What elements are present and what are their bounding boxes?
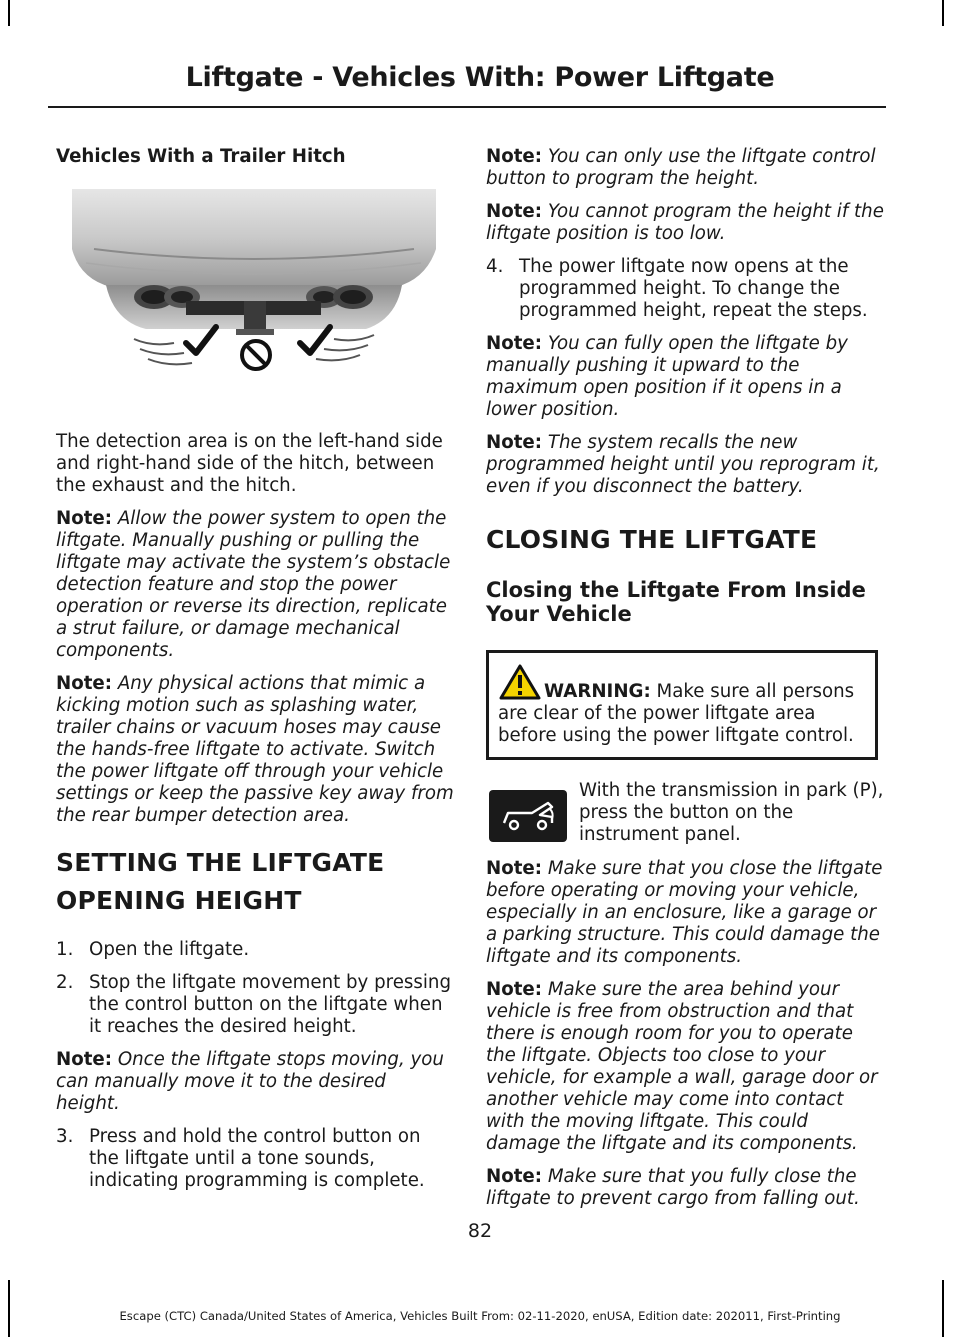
note-text: You can fully open the liftgate by manually pushing it upward to the maximum open position if it opens in a lower position. [486, 333, 848, 420]
page-header-title: Liftgate - Vehicles With: Power Liftgate [185, 62, 775, 93]
note-text: You cannot program the height if the liftgate position is too low. [486, 201, 884, 244]
section-heading-line: OPENING HEIGHT [56, 886, 302, 915]
warning-box [486, 650, 878, 760]
steps-list [486, 256, 884, 322]
note [486, 1166, 884, 1210]
note-label: Note: [486, 1166, 543, 1187]
note-text: Make sure that you close the liftgate before operating or moving your vehicle, especially in an enclosure, like a garage or a parking structure. This could damage the liftgate and its components. [486, 858, 883, 967]
button-instruction: With the transmission in park (P), press the button on the instrument panel. [579, 780, 884, 845]
crop-mark [8, 0, 10, 26]
note-label: Note: [56, 508, 113, 529]
instrument-panel-button-row [486, 780, 884, 846]
note [486, 432, 884, 498]
step-text: Press and hold the control button on the liftgate until a tone sounds, indicating programming is complete. [89, 1126, 425, 1191]
right-column [486, 146, 884, 1221]
trailer-hitch-illustration [66, 189, 441, 394]
step-text: The power liftgate now opens at the programmed height. To change the programmed height, repeat the steps. [519, 256, 868, 321]
note-text: Allow the power system to open the liftgate. Manually pushing or pulling the liftgate may activate the system’s obstacle detection feature and stop the power operation or reverse its direction, replicate a strut failure, or damage mechanical components. [56, 508, 451, 661]
note-text: The system recalls the new programmed height until you reprogram it, even if you disconnect the battery. [486, 432, 880, 497]
note-label: Note: [56, 1049, 113, 1070]
step-text: Stop the liftgate movement by pressing the control button on the liftgate when it reaches the desired height. [89, 972, 451, 1037]
subsection-heading-closing-inside: Closing the Liftgate From Inside Your Vehicle [486, 578, 866, 626]
steps-list [56, 1126, 454, 1192]
header-divider [48, 106, 886, 108]
warning-label: WARNING: [544, 681, 651, 702]
note-text: Make sure that you fully close the liftgate to prevent cargo from falling out. [486, 1166, 860, 1209]
note-label: Note: [486, 146, 543, 167]
list-item [56, 1126, 454, 1192]
list-item [56, 972, 454, 1038]
note [56, 508, 454, 662]
step-number: 1. [56, 939, 74, 960]
section-heading-setting-height [56, 847, 454, 917]
note-text: You can only use the liftgate control button to program the height. [486, 146, 876, 189]
warning-body: Make sure all persons are clear of the power liftgate area before using the power liftgate control. [498, 681, 855, 746]
section-heading-line: SETTING THE LIFTGATE [56, 848, 385, 877]
step-number: 4. [486, 256, 504, 277]
note [486, 979, 884, 1155]
note-label: Note: [486, 979, 543, 1000]
note-label: Note: [486, 432, 543, 453]
left-column [56, 146, 454, 1203]
warning-text [498, 663, 867, 747]
steps-list [56, 939, 454, 1038]
list-item [56, 939, 454, 961]
step-number: 3. [56, 1126, 74, 1147]
note-label: Note: [486, 201, 543, 222]
section-heading-closing: CLOSING THE LIFTGATE [486, 525, 818, 554]
page-number: 82 [467, 1220, 493, 1242]
subheading-trailer-hitch: Vehicles With a Trailer Hitch [56, 146, 346, 167]
note-label: Note: [56, 673, 113, 694]
note-text: Any physical actions that mimic a kicking motion such as splashing water, trailer chains or vacuum hoses may cause the hands-free liftgate to activate. Switch the power liftgate off through your vehicle settings or keep the passive key away from the rear bumper detection area. [56, 673, 454, 826]
liftgate-button-icon [489, 790, 567, 842]
note [486, 201, 884, 245]
detection-area-paragraph: The detection area is on the left-hand side and right-hand side of the hitch, between the exhaust and the hitch. [56, 431, 443, 496]
note-label: Note: [486, 333, 543, 354]
note [486, 858, 884, 968]
note [56, 673, 454, 827]
warning-triangle-icon [498, 663, 542, 701]
note [56, 1049, 454, 1115]
note [486, 333, 884, 421]
step-text: Open the liftgate. [89, 939, 250, 960]
crop-mark [942, 0, 944, 26]
list-item [486, 256, 884, 322]
note-text: Once the liftgate stops moving, you can manually move it to the desired height. [56, 1049, 444, 1114]
note [486, 146, 884, 190]
page-footer: Escape (CTC) Canada/United States of America, Vehicles Built From: 02-11-2020, enUSA, Edition date: 202011, First-Printing [119, 1309, 841, 1323]
open-liftgate-car-icon [498, 799, 558, 833]
step-number: 2. [56, 972, 74, 993]
note-label: Note: [486, 858, 543, 879]
note-text: Make sure the area behind your vehicle is free from obstruction and that there is enough room for you to operate the liftgate. Objects too close to your vehicle, for example a wall, garage door or another vehicle may come into contact with the moving liftgate. This could damage the liftgate and its components. [486, 979, 878, 1154]
